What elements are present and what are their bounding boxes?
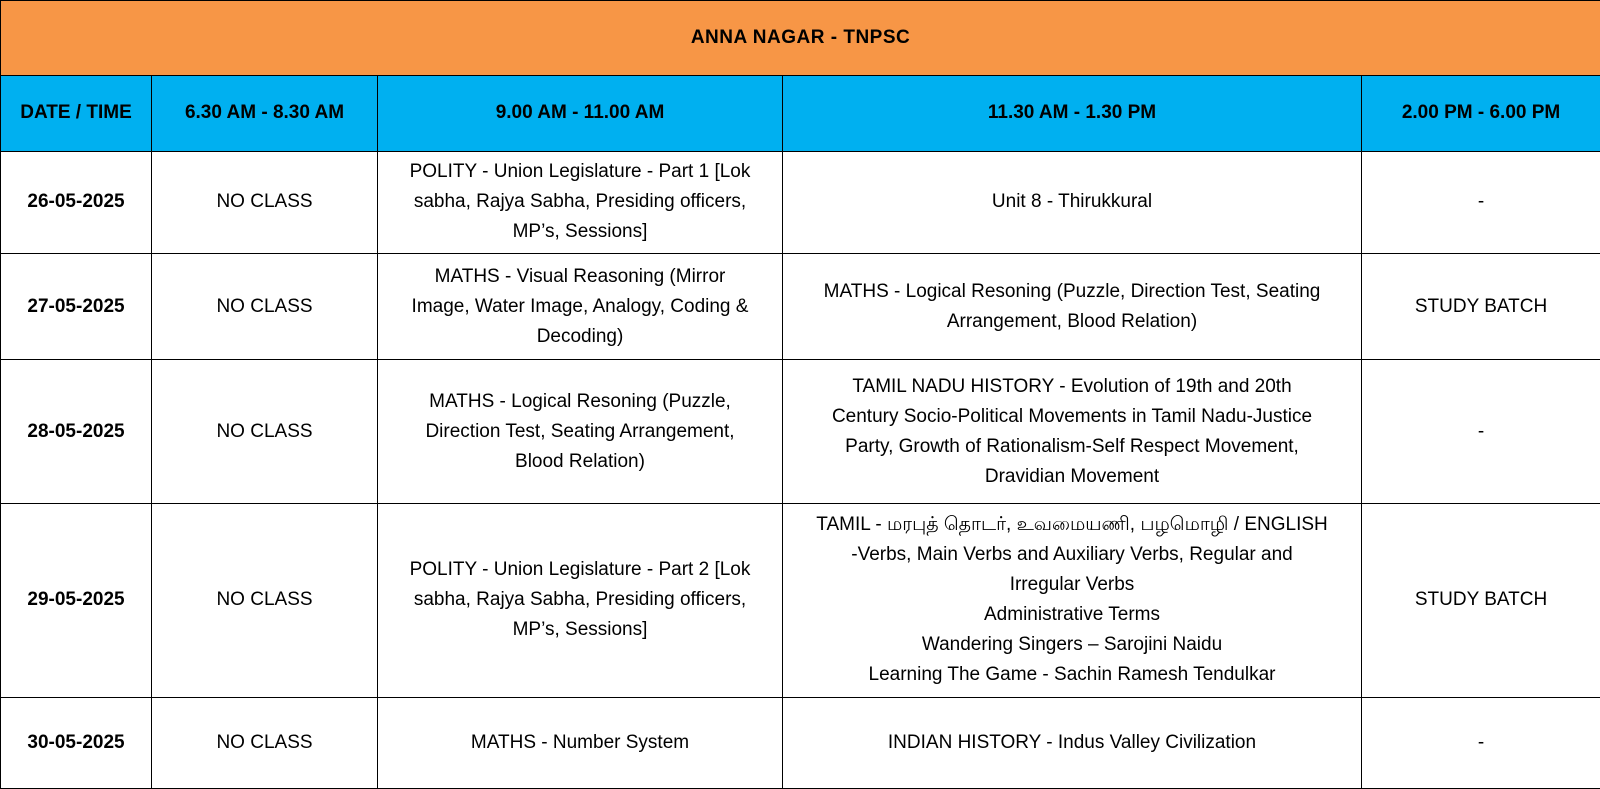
slot3-line: INDIAN HISTORY - Indus Valley Civilization (887, 731, 1257, 753)
slot2-cell (378, 360, 783, 504)
slot2-line: sabha, Rajya Sabha, Presiding officers, (413, 589, 747, 611)
slot2-cell (378, 253, 783, 359)
slot3-cell (783, 253, 1362, 359)
date-cell: 28-05-2025 (1, 360, 152, 504)
slot3-line: Irregular Verbs (1009, 574, 1135, 596)
slot1-cell: NO CLASS (152, 253, 378, 359)
slot3-line: TAMIL - மரபுத் தொடர், உவமையணி, பழமொழி / ENGLISH (816, 514, 1328, 536)
slot3-cell (783, 151, 1362, 253)
slot4-cell: - (1362, 697, 1600, 788)
slot2-line: MATHS - Logical Resoning (Puzzle, (429, 390, 731, 412)
slot2-line: Decoding) (536, 325, 624, 347)
slot2-line: MP’s, Sessions] (512, 619, 648, 641)
slot3-line: MATHS - Logical Resoning (Puzzle, Direction Test, Seating (823, 280, 1321, 302)
column-header-slot1: 6.30 AM - 8.30 AM (152, 76, 378, 151)
slot2-line: MP’s, Sessions] (512, 221, 648, 243)
slot2-line: POLITY - Union Legislature - Part 2 [Lok (409, 559, 751, 581)
header-row (1, 76, 1600, 151)
slot2-line: Blood Relation) (515, 450, 645, 472)
table-row (1, 697, 1600, 788)
date-cell: 30-05-2025 (1, 697, 152, 788)
slot2-line: Direction Test, Seating Arrangement, (425, 420, 735, 442)
slot3-line: Arrangement, Blood Relation) (946, 310, 1198, 332)
slot3-cell (783, 360, 1362, 504)
column-header-slot3: 11.30 AM - 1.30 PM (783, 76, 1362, 151)
slot3-line: -Verbs, Main Verbs and Auxiliary Verbs, Regular and (851, 544, 1293, 566)
slot2-cell (378, 151, 783, 253)
column-header-slot2: 9.00 AM - 11.00 AM (378, 76, 783, 151)
table-row (1, 360, 1600, 504)
slot3-line: Dravidian Movement (984, 465, 1160, 487)
slot2-line: MATHS - Visual Reasoning (Mirror (434, 265, 726, 287)
slot1-cell: NO CLASS (152, 151, 378, 253)
slot2-cell (378, 697, 783, 788)
slot2-line: Image, Water Image, Analogy, Coding & (411, 295, 749, 317)
table-row (1, 151, 1600, 253)
slot3-cell (783, 503, 1362, 697)
column-header-slot4: 2.00 PM - 6.00 PM (1362, 76, 1600, 151)
slot4-cell: - (1362, 360, 1600, 504)
slot3-line: Party, Growth of Rationalism-Self Respect Movement, (845, 435, 1299, 457)
slot2-cell (378, 503, 783, 697)
slot4-cell: STUDY BATCH (1362, 503, 1600, 697)
slot3-line: Unit 8 - Thirukkural (991, 191, 1153, 213)
column-header-date: DATE / TIME (1, 76, 152, 151)
slot3-line: Wandering Singers – Sarojini Naidu (921, 634, 1223, 656)
slot3-line: TAMIL NADU HISTORY - Evolution of 19th and 20th (852, 375, 1292, 397)
slot1-cell: NO CLASS (152, 697, 378, 788)
table-row (1, 253, 1600, 359)
slot1-cell: NO CLASS (152, 360, 378, 504)
slot1-cell: NO CLASS (152, 503, 378, 697)
title-row (1, 1, 1600, 76)
slot3-cell (783, 697, 1362, 788)
table-row (1, 503, 1600, 697)
date-cell: 26-05-2025 (1, 151, 152, 253)
slot2-line: MATHS - Number System (470, 731, 690, 753)
slot4-cell: - (1362, 151, 1600, 253)
slot2-line: POLITY - Union Legislature - Part 1 [Lok (409, 161, 751, 183)
date-cell: 29-05-2025 (1, 503, 152, 697)
table-title: ANNA NAGAR - TNPSC (1, 1, 1600, 76)
slot3-line: Administrative Terms (984, 604, 1160, 626)
slot4-cell: STUDY BATCH (1362, 253, 1600, 359)
slot3-line: Learning The Game - Sachin Ramesh Tendulkar (868, 664, 1276, 686)
slot2-line: sabha, Rajya Sabha, Presiding officers, (413, 191, 747, 213)
date-cell: 27-05-2025 (1, 253, 152, 359)
slot3-line: Century Socio-Political Movements in Tamil Nadu-Justice (831, 405, 1313, 427)
